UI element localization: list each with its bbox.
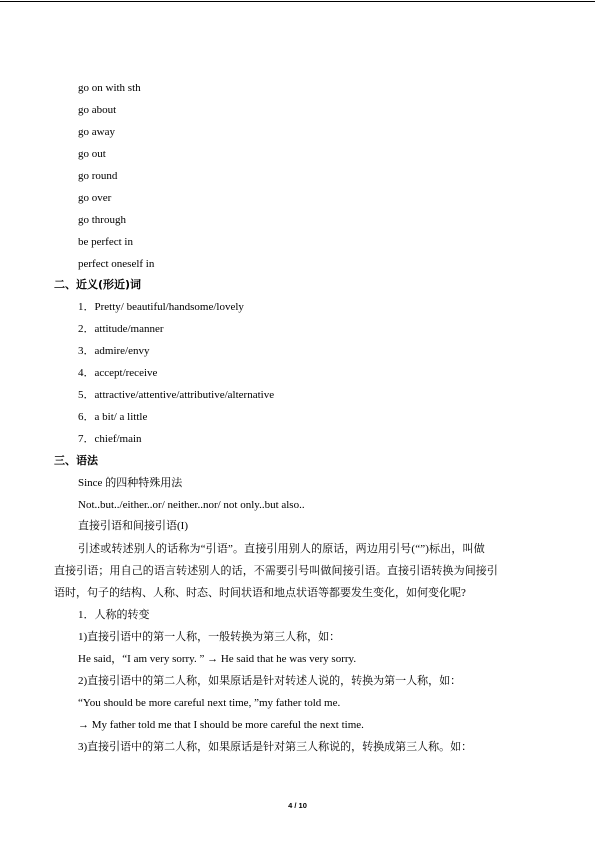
paragraph-line: 语时，句子的结构、人称、时态、时间状语和地点状语等都要发生变化，如何变化呢?	[54, 587, 466, 599]
synonym-item: 1．Pretty/ beautiful/handsome/lovely	[78, 301, 244, 313]
section-heading-synonyms: 二、近义(形近)词	[54, 278, 142, 291]
example-line: → My father told me that I should be more careful the next time.	[78, 719, 364, 731]
phrase-item: go through	[78, 214, 126, 226]
example-line: “You should be more careful next time, ”my father told me.	[78, 697, 341, 709]
synonym-item: 4．accept/receive	[78, 367, 158, 379]
phrase-item: go round	[78, 170, 118, 182]
phrase-item: go over	[78, 192, 112, 204]
phrase-item: go on with sth	[78, 82, 141, 94]
example-line: He said，“I am very sorry. ” → He said that he was very sorry.	[78, 653, 357, 665]
speech-title: 直接引语和间接引语(I)	[78, 520, 188, 532]
synonym-item: 5．attractive/attentive/attributive/alternative	[78, 389, 275, 401]
grammar-line: Since 的四种特殊用法	[78, 477, 183, 489]
page-number: 4 / 10	[288, 801, 307, 810]
phrase-item: be perfect in	[78, 236, 133, 248]
rule-line: 2)直接引语中的第二人称，如果原话是针对转述人说的，转换为第一人称，如：	[78, 675, 462, 687]
rule-line: 3)直接引语中的第二人称，如果原话是针对第三人称说的，转换成第三人称。如：	[78, 741, 473, 753]
synonym-item: 2．attitude/manner	[78, 323, 164, 335]
phrase-item: perfect oneself in	[78, 258, 155, 270]
header-rule	[0, 1, 595, 2]
synonym-item: 3．admire/envy	[78, 345, 150, 357]
synonym-item: 6．a bit/ a little	[78, 411, 148, 423]
rule-line: 1)直接引语中的第一人称，一般转换为第三人称，如：	[78, 631, 341, 643]
phrase-item: go about	[78, 104, 117, 116]
section-heading-grammar: 三、语法	[54, 454, 98, 467]
paragraph-line: 直接引语；用自己的语言转述别人的话，不需要引号叫做间接引语。直接引语转换为间接引	[54, 565, 498, 577]
phrase-item: go away	[78, 126, 115, 138]
subsection-title: 1．人称的转变	[78, 609, 150, 621]
grammar-line: Not..but../either..or/ neither..nor/ not only..but also..	[78, 499, 305, 511]
phrase-item: go out	[78, 148, 106, 160]
paragraph-line: 引述或转述别人的话称为“引语”。直接引用别人的原话，两边用引号(“”)标出，叫做	[78, 543, 485, 555]
synonym-item: 7．chief/main	[78, 433, 142, 445]
